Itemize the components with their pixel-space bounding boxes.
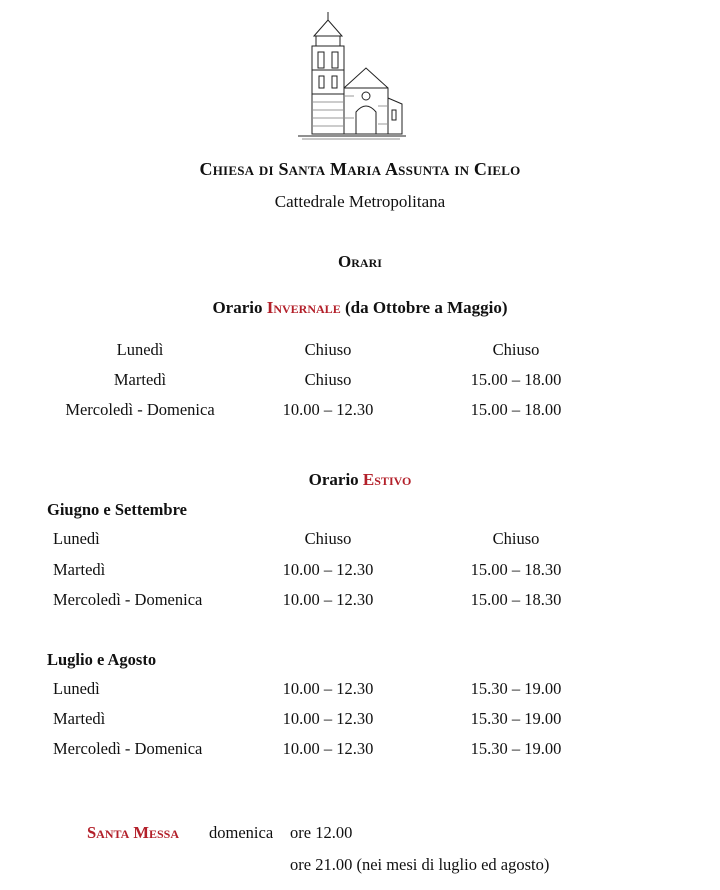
winter-afternoon: Chiuso [492,340,540,359]
winter-morning: Chiuso [304,370,352,389]
page-title: Chiesa di Santa Maria Assunta in Cielo [199,159,521,179]
summer-day: Martedì [53,709,106,728]
summer-morning: Chiuso [304,529,352,548]
winter-day: Lunedì [116,340,164,359]
winter-morning: Chiuso [304,340,352,359]
summer-afternoon: 15.30 – 19.00 [470,679,562,698]
page-subtitle: Cattedrale Metropolitana [274,192,446,211]
winter-day: Martedì [113,370,167,389]
winter-label-suffix: (da Ottobre a Maggio) [344,298,508,317]
summer-day: Martedì [53,560,106,579]
mass-day: domenica [209,823,274,842]
summer-morning: 10.00 – 12.30 [282,590,374,609]
winter-morning: 10.00 – 12.30 [282,400,374,419]
summer-morning: 10.00 – 12.30 [282,560,374,579]
mass-time-summer: ore 21.00 (nei mesi di luglio ed agosto) [290,855,550,874]
winter-afternoon: 15.00 – 18.00 [470,370,562,389]
winter-schedule-heading [0,298,720,318]
summer-afternoon: 15.30 – 19.00 [470,739,562,758]
summer-morning: 10.00 – 12.30 [282,679,374,698]
summer-schedule-heading [0,470,720,490]
orari-heading: Orari [338,252,382,271]
summer-day: Lunedì [53,529,100,548]
winter-afternoon: 15.00 – 18.00 [470,400,562,419]
summer-day: Lunedì [53,679,100,698]
summer-afternoon: Chiuso [492,529,540,548]
summer-group-title: Luglio e Agosto [47,650,157,669]
summer-afternoon: 15.30 – 19.00 [470,709,562,728]
summer-day: Mercoledì - Domenica [53,739,203,758]
mass-time: ore 12.00 [290,823,353,842]
summer-morning: 10.00 – 12.30 [282,739,374,758]
summer-season-label: Estivo [362,470,412,489]
summer-label-prefix: Orario [308,470,359,489]
church-drawing-icon [292,6,410,140]
winter-day: Mercoledì - Domenica [65,400,215,419]
winter-season-label: Invernale [266,298,341,317]
summer-afternoon: 15.00 – 18.30 [470,590,562,609]
summer-morning: 10.00 – 12.30 [282,709,374,728]
summer-day: Mercoledì - Domenica [53,590,203,609]
mass-label: Santa Messa [87,823,180,842]
winter-label-prefix: Orario [212,298,263,317]
summer-group-title: Giugno e Settembre [47,500,187,519]
summer-afternoon: 15.00 – 18.30 [470,560,562,579]
